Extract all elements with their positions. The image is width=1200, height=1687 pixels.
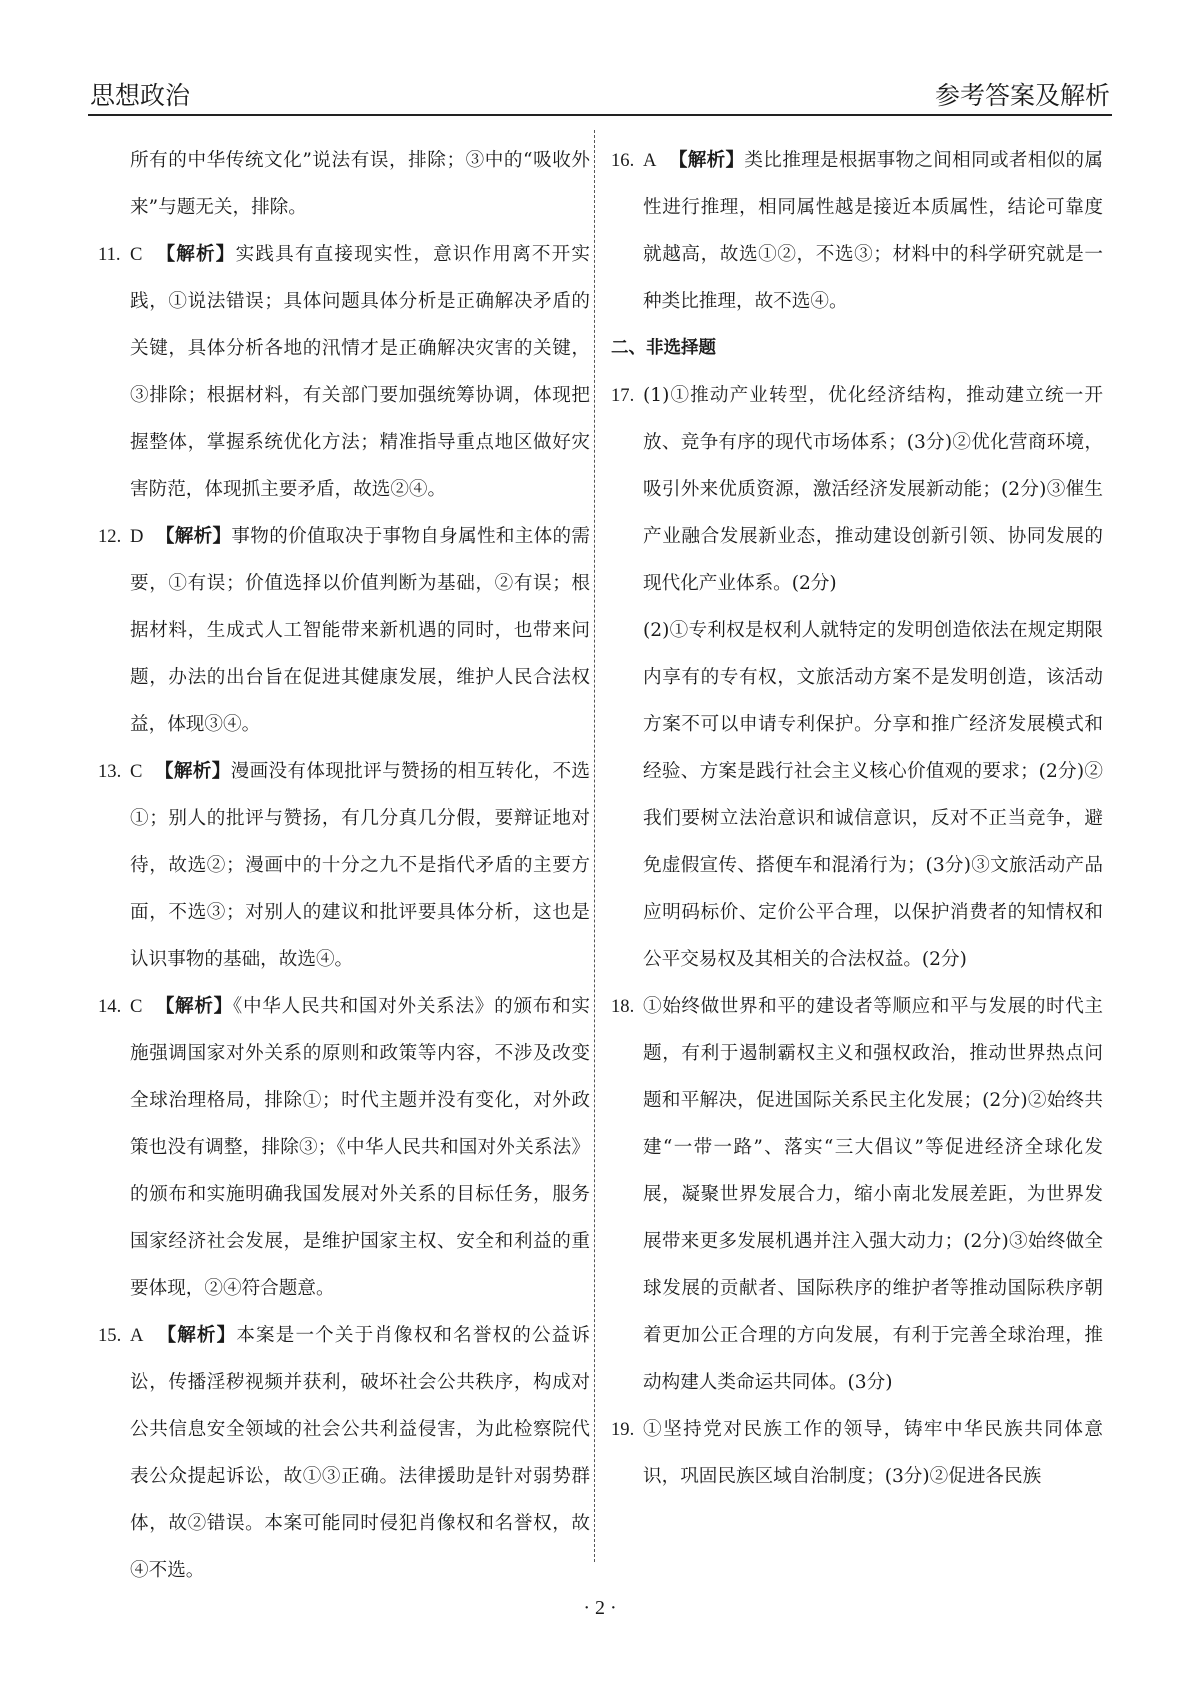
answer-item-18 (611, 983, 1103, 1406)
question-number: 13. (98, 761, 122, 782)
question-number: 14. (98, 996, 122, 1017)
answer-item-13 (98, 748, 590, 983)
analysis-tag: 【解析】 (154, 761, 231, 782)
analysis-tag: 【解析】 (668, 150, 745, 171)
question-number: 11. (98, 244, 121, 265)
page-header (88, 76, 1112, 116)
answer-letter: C (130, 761, 143, 782)
section-heading: 二、非选择题 (611, 338, 716, 358)
answer-item-16 (611, 137, 1103, 325)
answer-letter: A (643, 150, 657, 171)
analysis-text: 《中华人民共和国对外关系法》的颁布和实施强调国家对外关系的原则和政策等内容，不涉及改变全球治理格局，排除①；时代主题并没有变化，对外政策也没有调整，排除③；《中华人民共和国对外关系法》的颁布和实施明确我国发展对外关系的目标任务，服务国家经济社会发展，是维护国家主权、安全和利益的重要体现，②④符合题意。 (130, 996, 590, 1299)
answer-letter: D (130, 526, 144, 547)
question-number: 19. (611, 1419, 635, 1440)
analysis-text: 本案是一个关于肖像权和名誉权的公益诉讼，传播淫秽视频并获利，破坏社会公共秩序，构成对公共信息安全领域的社会公共利益侵害，为此检察院代表公众提起诉讼，故①③正确。法律援助是针对弱势群体，故②错误。本案可能同时侵犯肖像权和名誉权，故④不选。 (130, 1325, 590, 1581)
answer-item-19 (611, 1406, 1103, 1500)
analysis-tag: 【解析】 (155, 526, 232, 547)
question-number: 17. (611, 385, 635, 406)
answer-letter: A (130, 1325, 144, 1346)
answer-letter: C (130, 996, 143, 1017)
left-column (98, 137, 590, 1594)
question-number: 16. (611, 150, 635, 171)
right-column (611, 137, 1103, 1500)
analysis-tag: 【解析】 (156, 244, 236, 265)
doc-title: 参考答案及解析 (934, 81, 1110, 110)
analysis-text: 类比推理是根据事物之间相同或者相似的属性进行推理，相同属性越是接近本质属性，结论可靠度就越高，故选①②，不选③；材料中的科学研究就是一种类比推理，故不选④。 (643, 150, 1103, 312)
answer-part-2: (2)①专利权是权利人就特定的发明创造依法在规定期限内享有的专有权，文旅活动方案不是发明创造，该活动方案不可以申请专利保护。分享和推广经济发展模式和经验、方案是践行社会主义核心价值观的要求；(2分)②我们要树立法治意识和诚信意识，反对不正当竞争，避免虚假宣传、搭便车和混淆行为；(3分)③文旅活动产品应明码标价、定价公平合理，以保护消费者的知情权和公平交易权及其相关的合法权益。(2分) (643, 620, 1103, 970)
analysis-text: 事物的价值取决于事物自身属性和主体的需要，①有误；价值选择以价值判断为基础，②有误；根据材料，生成式人工智能带来新机遇的同时，也带来问题，办法的出台旨在促进其健康发展，维护人民合法权益，体现③④。 (130, 526, 590, 735)
analysis-tag: 【解析】 (157, 1325, 237, 1346)
answer-item-17 (611, 372, 1103, 607)
column-divider (594, 130, 595, 1562)
analysis-text: 实践具有直接现实性，意识作用离不开实践，①说法错误；具体问题具体分析是正确解决矛盾的关键，具体分析各地的汛情才是正确解决灾害的关键，③排除；根据材料，有关部门要加强统筹协调，体现把握整体，掌握系统优化方法；精准指导重点地区做好灾害防范，体现抓主要矛盾，故选②④。 (130, 244, 590, 500)
answer-item-14 (98, 983, 590, 1312)
answer-item-15 (98, 1312, 590, 1594)
analysis-tag: 【解析】 (155, 996, 233, 1017)
subject-title: 思想政治 (90, 81, 191, 110)
answer-letter: C (130, 244, 143, 265)
page-number: · 2 · (583, 1597, 617, 1619)
answer-part-1: (1)①推动产业转型，优化经济结构，推动建立统一开放、竞争有序的现代市场体系；(3分)②优化营商环境，吸引外来优质资源，激活经济发展新动能；(2分)③催生产业融合发展新业态，推动建设创新引领、协同发展的现代化产业体系。(2分) (643, 385, 1103, 594)
answer-item-12 (98, 513, 590, 748)
question-number: 15. (98, 1325, 122, 1346)
answer-text: ①坚持党对民族工作的领导，铸牢中华民族共同体意识，巩固民族区域自治制度；(3分)②促进各民族 (643, 1419, 1103, 1487)
question-number: 18. (611, 996, 635, 1017)
answer-text: ①始终做世界和平的建设者等顺应和平与发展的时代主题，有利于遏制霸权主义和强权政治，推动世界热点问题和平解决，促进国际关系民主化发展；(2分)②始终共建“一带一路”、落实“三大倡议”等促进经济全球化发展，凝聚世界发展合力，缩小南北发展差距，为世界发展带来更多发展机遇并注入强大动力；(2分)③始终做全球发展的贡献者、国际秩序的维护者等推动国际秩序朝着更加公正合理的方向发展，有利于完善全球治理，推动构建人类命运共同体。(3分) (643, 996, 1103, 1393)
q10-continuation: 所有的中华传统文化”说法有误，排除；③中的“吸收外来”与题无关，排除。 (130, 150, 590, 218)
analysis-text: 漫画没有体现批评与赞扬的相互转化，不选①；别人的批评与赞扬，有几分真几分假，要辩证地对待，故选②；漫画中的十分之九不是指代矛盾的主要方面，不选③；对别人的建议和批评要具体分析，这也是认识事物的基础，故选④。 (130, 761, 590, 970)
answer-item-11 (98, 231, 590, 513)
question-number: 12. (98, 526, 122, 547)
